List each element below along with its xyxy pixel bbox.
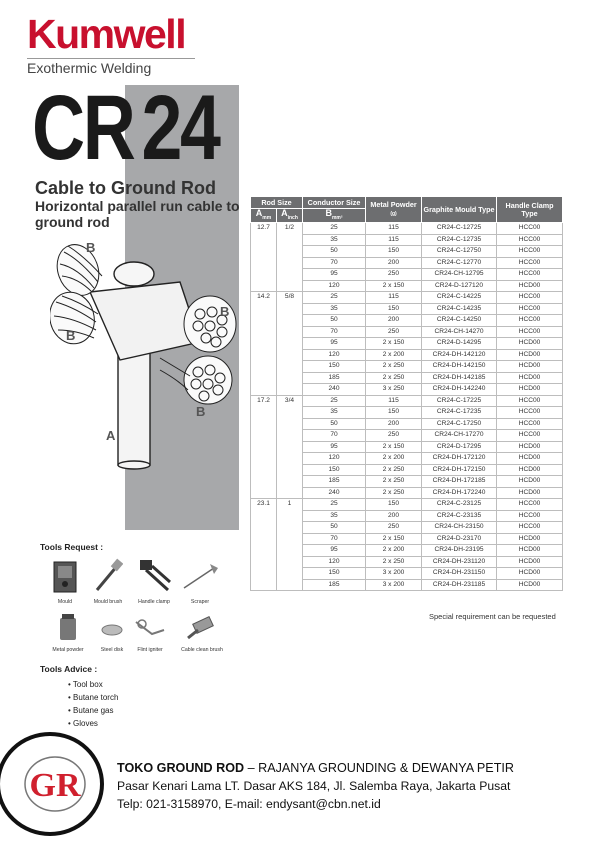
conductor-size: 70 <box>303 533 366 545</box>
advice-item: • Gloves <box>68 717 118 730</box>
advice-item: • Butane gas <box>68 704 118 717</box>
conductor-size: 120 <box>303 453 366 465</box>
metal-powder: 250 <box>366 430 422 442</box>
footer-tagline: – RAJANYA GROUNDING & DEWANYA PETIR <box>244 761 514 775</box>
label-a: A <box>106 428 116 443</box>
handle-clamp-type: HCC00 <box>497 257 563 269</box>
conductor-size: 185 <box>303 372 366 384</box>
brand-subtitle: Exothermic Welding <box>27 60 152 76</box>
tool-cable-clean-brush <box>174 612 230 653</box>
graphite-mould-type: CR24-CH-12795 <box>422 269 497 281</box>
weld-top <box>114 262 154 286</box>
metal-powder: 3 x 200 <box>366 579 422 591</box>
conductor-size: 35 <box>303 234 366 246</box>
metal-powder: 2 x 150 <box>366 533 422 545</box>
label-b-bottom: B <box>196 404 206 419</box>
tool-metal-powder <box>48 612 88 653</box>
rod-size-inch: 3/4 <box>277 395 303 499</box>
conductor-size: 50 <box>303 418 366 430</box>
handle-clamp-type: HCD00 <box>497 361 563 373</box>
graphite-mould-type: CR24-CH-14270 <box>422 326 497 338</box>
handle-clamp-type: HCC00 <box>497 234 563 246</box>
graphite-mould-type: CR24-C-12750 <box>422 246 497 258</box>
tool-label: Mould brush <box>93 599 123 605</box>
handle-clamp-type: HCD00 <box>497 453 563 465</box>
weld-body <box>90 282 200 360</box>
conductor-size: 70 <box>303 430 366 442</box>
conductor-size: 120 <box>303 349 366 361</box>
metal-powder: 250 <box>366 522 422 534</box>
conductor-size: 95 <box>303 338 366 350</box>
graphite-mould-type: CR24-D-23170 <box>422 533 497 545</box>
table-row <box>251 499 563 511</box>
metal-powder: 115 <box>366 223 422 235</box>
graphite-mould-type: CR24-C-17250 <box>422 418 497 430</box>
metal-powder: 250 <box>366 326 422 338</box>
conductor-size: 70 <box>303 326 366 338</box>
label-b-left: B <box>66 328 76 343</box>
metal-powder: 200 <box>366 510 422 522</box>
connection-diagram <box>50 230 250 490</box>
product-code-prefix: CR <box>32 77 134 179</box>
graphite-mould-type: CR24-DH-142150 <box>422 361 497 373</box>
conductor-size: 185 <box>303 579 366 591</box>
tools-advice-heading: Tools Advice : <box>40 664 98 674</box>
metal-powder: 150 <box>366 303 422 315</box>
graphite-mould-type: CR24-DH-23195 <box>422 545 497 557</box>
tool-label: Metal powder <box>52 647 84 653</box>
graphite-mould-type: CR24-DH-142240 <box>422 384 497 396</box>
metal-powder: 150 <box>366 246 422 258</box>
conductor-size: 150 <box>303 464 366 476</box>
conductor-size: 25 <box>303 223 366 235</box>
rod-size-inch: 1 <box>277 499 303 591</box>
graphite-mould-type: CR24-C-12725 <box>422 223 497 235</box>
graphite-mould-type: CR24-C-17235 <box>422 407 497 419</box>
graphite-mould-type: CR24-C-23135 <box>422 510 497 522</box>
handle-clamp-type: HCD00 <box>497 441 563 453</box>
table-row <box>251 223 563 235</box>
metal-powder: 150 <box>366 407 422 419</box>
graphite-mould-type: CR24-D-17295 <box>422 441 497 453</box>
graphite-mould-type: CR24-DH-231150 <box>422 568 497 580</box>
metal-powder: 2 x 250 <box>366 464 422 476</box>
handle-clamp-type: HCD00 <box>497 476 563 488</box>
graphite-mould-type: CR24-DH-172120 <box>422 453 497 465</box>
metal-powder: 2 x 250 <box>366 361 422 373</box>
handle-clamp-type: HCD00 <box>497 338 563 350</box>
metal-powder: 250 <box>366 269 422 281</box>
handle-clamp-type: HCC00 <box>497 269 563 281</box>
metal-powder: 150 <box>366 499 422 511</box>
tools-advice-list <box>68 678 118 730</box>
graphite-mould-type: CR24-D-127120 <box>422 280 497 292</box>
label-b-right: B <box>220 304 230 319</box>
rod-size-mm: 12.7 <box>251 223 277 292</box>
tool-flint-igniter <box>128 612 172 653</box>
handle-clamp-type: HCD00 <box>497 372 563 384</box>
metal-powder: 2 x 200 <box>366 545 422 557</box>
header-rod-a-mm: $A_{mm}$ <box>251 209 277 223</box>
conductor-size: 240 <box>303 487 366 499</box>
rod-size-inch: 1/2 <box>277 223 303 292</box>
graphite-mould-type: CR24-DH-231120 <box>422 556 497 568</box>
metal-powder: 115 <box>366 292 422 304</box>
handle-clamp-type: HCC00 <box>497 292 563 304</box>
scraper-icon <box>180 558 220 594</box>
tool-label: Scraper <box>190 599 210 605</box>
handle-clamp-type: HCD00 <box>497 533 563 545</box>
mould-brush-icon <box>93 558 123 594</box>
handle-clamp-type: HCD00 <box>497 280 563 292</box>
cable-clean-brush-icon <box>184 612 220 642</box>
metal-powder: 3 x 250 <box>366 384 422 396</box>
spec-table-body <box>251 223 563 591</box>
header-conductor-size: Conductor Size <box>303 197 366 209</box>
brand-divider <box>27 58 195 59</box>
handle-clamp-type: HCD00 <box>497 384 563 396</box>
header-graphite-mould: Graphite Mould Type <box>422 197 497 223</box>
footer-company: TOKO GROUND ROD <box>117 761 245 775</box>
tool-label: Handle clamp <box>138 599 170 605</box>
header-handle-clamp: Handle Clamp Type <box>497 197 563 223</box>
graphite-mould-type: CR24-DH-172240 <box>422 487 497 499</box>
tool-label: Mould <box>57 599 73 605</box>
conductor-size: 50 <box>303 315 366 327</box>
handle-clamp-type: HCD00 <box>497 545 563 557</box>
handle-clamp-type: HCC00 <box>497 303 563 315</box>
handle-clamp-type: HCD00 <box>497 464 563 476</box>
conductor-size: 25 <box>303 292 366 304</box>
metal-powder: 115 <box>366 234 422 246</box>
graphite-mould-type: CR24-DH-172185 <box>422 476 497 488</box>
graphite-mould-type: CR24-DH-142185 <box>422 372 497 384</box>
product-code <box>32 77 227 179</box>
svg-text:GR: GR <box>29 767 81 804</box>
handle-clamp-type: HCC00 <box>497 326 563 338</box>
conductor-size: 150 <box>303 568 366 580</box>
conductor-size: 150 <box>303 361 366 373</box>
metal-powder: 3 x 200 <box>366 568 422 580</box>
label-b-top: B <box>86 240 96 255</box>
footer-company-line <box>117 761 514 775</box>
metal-powder: 2 x 200 <box>366 453 422 465</box>
metal-powder: 2 x 200 <box>366 349 422 361</box>
conductor-size: 35 <box>303 510 366 522</box>
rod-size-inch: 5/8 <box>277 292 303 396</box>
handle-clamp-type: HCC00 <box>497 223 563 235</box>
handle-clamp-type: HCC00 <box>497 315 563 327</box>
tools-request-heading: Tools Request : <box>40 542 104 552</box>
graphite-mould-type: CR24-DH-142120 <box>422 349 497 361</box>
handle-clamp-type: HCC00 <box>497 510 563 522</box>
graphite-mould-type: CR24-D-14295 <box>422 338 497 350</box>
product-title: Cable to Ground Rod <box>35 178 216 198</box>
graphite-mould-type: CR24-C-14250 <box>422 315 497 327</box>
graphite-mould-type: CR24-DH-172150 <box>422 464 497 476</box>
conductor-size: 240 <box>303 384 366 396</box>
handle-clamp-type: HCC00 <box>497 430 563 442</box>
graphite-mould-type: CR24-C-12735 <box>422 234 497 246</box>
metal-powder: 2 x 250 <box>366 372 422 384</box>
tool-label: Cable clean brush <box>181 647 223 653</box>
steel-disk-icon <box>100 612 124 642</box>
product-subtitle: Horizontal parallel run cable to ground rod <box>35 198 240 230</box>
handle-clamp-type: HCD00 <box>497 349 563 361</box>
flint-igniter-icon <box>132 612 168 642</box>
tool-steel-disk <box>94 612 130 653</box>
graphite-mould-type: CR24-CH-23150 <box>422 522 497 534</box>
handle-clamp-type: HCD00 <box>497 556 563 568</box>
product-code-number: 24 <box>141 77 219 179</box>
graphite-mould-type: CR24-C-17225 <box>422 395 497 407</box>
header-conductor-b: $B_{mm^2}$ <box>303 209 366 223</box>
rod-size-mm: 14.2 <box>251 292 277 396</box>
handle-clamp-type: HCD00 <box>497 487 563 499</box>
rod-size-mm: 17.2 <box>251 395 277 499</box>
handle-clamp-type: HCD00 <box>497 579 563 591</box>
conductor-size: 120 <box>303 280 366 292</box>
handle-clamp-type: HCC00 <box>497 418 563 430</box>
conductor-size: 95 <box>303 441 366 453</box>
metal-powder: 2 x 150 <box>366 338 422 350</box>
tool-label: Steel disk <box>100 647 124 653</box>
handle-clamp-type: HCC00 <box>497 499 563 511</box>
footer-address: Pasar Kenari Lama LT. Dasar AKS 184, Jl. Salemba Raya, Jakarta Pusat <box>117 779 511 793</box>
conductor-size: 50 <box>303 246 366 258</box>
tool-scraper <box>178 558 222 605</box>
footer-contact: Telp: 021-3158970, E-mail: endysant@cbn.net.id <box>117 797 381 811</box>
handle-clamp-type: HCC00 <box>497 522 563 534</box>
header-metal-powder: Metal Powder (g) <box>366 197 422 223</box>
metal-powder: 115 <box>366 395 422 407</box>
metal-powder: 2 x 150 <box>366 441 422 453</box>
tool-mould-brush <box>86 558 130 605</box>
brand-name: Kumwell <box>27 11 186 57</box>
handle-clamp-icon <box>134 558 174 594</box>
conductor-size: 120 <box>303 556 366 568</box>
metal-powder-icon <box>56 612 80 642</box>
metal-powder: 200 <box>366 315 422 327</box>
handle-clamp-type: HCC00 <box>497 246 563 258</box>
handle-clamp-type: HCC00 <box>497 407 563 419</box>
conductor-size: 25 <box>303 499 366 511</box>
spec-table <box>250 196 563 591</box>
metal-powder: 2 x 150 <box>366 280 422 292</box>
tool-label: Flint igniter <box>137 647 163 653</box>
graphite-mould-type: CR24-C-14225 <box>422 292 497 304</box>
rod-size-mm: 23.1 <box>251 499 277 591</box>
graphite-mould-type: CR24-C-14235 <box>422 303 497 315</box>
gr-logo <box>0 728 110 842</box>
graphite-mould-type: CR24-C-12770 <box>422 257 497 269</box>
conductor-size: 50 <box>303 522 366 534</box>
metal-powder: 200 <box>366 257 422 269</box>
table-row <box>251 395 563 407</box>
handle-clamp-type: HCD00 <box>497 568 563 580</box>
header-rod-size: Rod Size <box>251 197 303 209</box>
conductor-size: 25 <box>303 395 366 407</box>
handle-clamp-type: HCC00 <box>497 395 563 407</box>
conductor-size: 70 <box>303 257 366 269</box>
tool-handle-clamp <box>130 558 178 605</box>
graphite-mould-type: CR24-C-23125 <box>422 499 497 511</box>
metal-powder: 2 x 250 <box>366 556 422 568</box>
cable-end-lower-right <box>184 356 232 404</box>
mould-icon <box>51 558 79 594</box>
metal-powder: 2 x 250 <box>366 487 422 499</box>
conductor-size: 35 <box>303 407 366 419</box>
header-rod-a-inch: $A_{inch}$ <box>277 209 303 223</box>
conductor-size: 185 <box>303 476 366 488</box>
conductor-size: 95 <box>303 545 366 557</box>
special-requirement-note: Special requirement can be requested <box>429 612 556 621</box>
advice-item: • Butane torch <box>68 691 118 704</box>
graphite-mould-type: CR24-CH-17270 <box>422 430 497 442</box>
ground-rod-end <box>118 461 150 469</box>
conductor-size: 95 <box>303 269 366 281</box>
metal-powder: 200 <box>366 418 422 430</box>
tool-mould <box>48 558 82 605</box>
advice-item: • Tool box <box>68 678 118 691</box>
conductor-size: 35 <box>303 303 366 315</box>
table-row <box>251 292 563 304</box>
graphite-mould-type: CR24-DH-231185 <box>422 579 497 591</box>
metal-powder: 2 x 250 <box>366 476 422 488</box>
